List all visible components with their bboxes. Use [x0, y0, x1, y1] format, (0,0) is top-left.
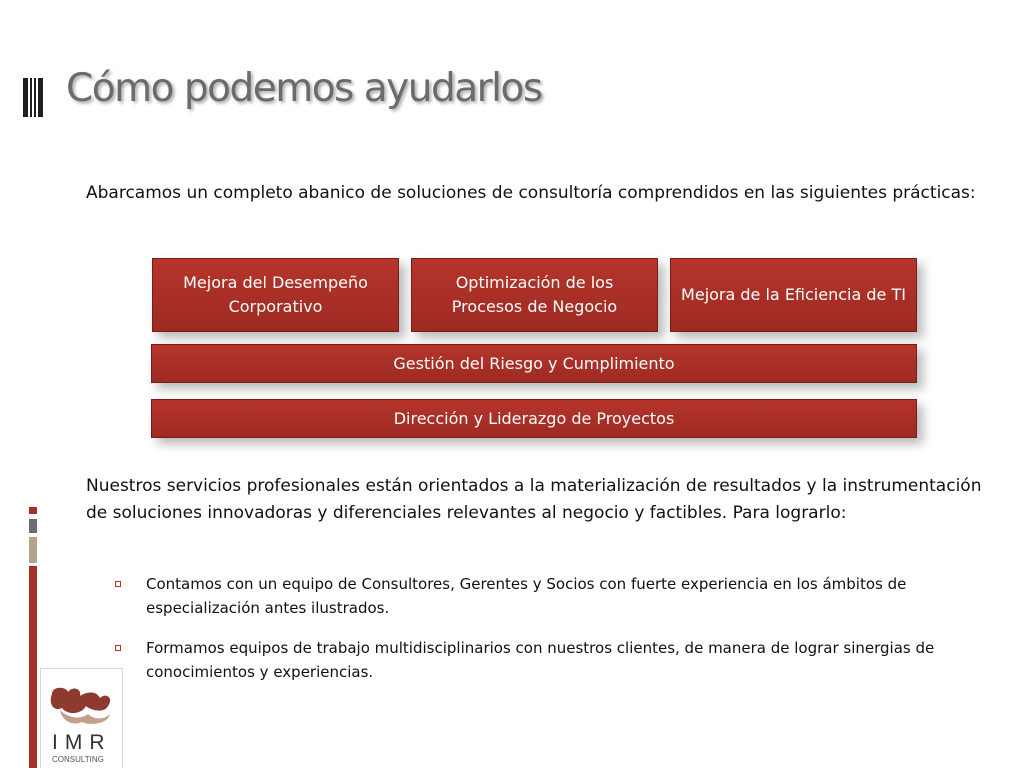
imr-consulting-logo-icon — [46, 684, 116, 728]
bullet-text: Formamos equipos de trabajo multidisciplinarios con nuestros clientes, de manera de lograr sinergias de conocimientos y experiencias. — [146, 639, 935, 681]
practice-box-label: Mejora del Desempeño Corporativo — [183, 273, 368, 316]
practice-box-label: Dirección y Liderazgo de Proyectos — [393, 408, 675, 428]
square-bullet-icon — [115, 645, 121, 651]
logo-name: IMR — [52, 731, 112, 754]
practice-box-label: Optimización de los Procesos de Negocio — [451, 273, 618, 316]
practice-box-proyectos — [151, 399, 917, 438]
side-bar-segment — [29, 537, 37, 563]
side-bar-segment — [29, 566, 37, 768]
side-bar-segment — [29, 519, 37, 533]
practice-box-ti — [670, 258, 917, 332]
practice-box-label: Mejora de la Eficiencia de TI — [681, 285, 906, 304]
list-item — [112, 572, 982, 620]
bullet-list — [112, 572, 982, 700]
list-item — [112, 636, 982, 684]
intro-text: Abarcamos un completo abanico de soluciones de consultoría comprendidos en las siguientes prácticas: — [86, 183, 976, 203]
logo-subtitle: CONSULTING — [52, 755, 104, 764]
side-bar-segment — [29, 507, 37, 514]
services-paragraph: Nuestros servicios profesionales están orientados a la materialización de resultados y la instrumentación de soluciones innovadoras y diferenciales relevantes al negocio y factibles. Para lograrlo: — [86, 476, 982, 523]
square-bullet-icon — [115, 581, 121, 587]
practice-box-desempeno — [152, 258, 399, 332]
page-title: Cómo podemos ayudarlos — [66, 66, 542, 111]
practice-box-riesgo — [151, 344, 917, 383]
practice-box-procesos — [411, 258, 658, 332]
title-marker-icon — [23, 78, 43, 117]
practice-box-label: Gestión del Riesgo y Cumplimiento — [393, 353, 675, 373]
bullet-text: Contamos con un equipo de Consultores, Gerentes y Socios con fuerte experiencia en los ámbitos de especialización antes ilustrados. — [146, 575, 907, 617]
